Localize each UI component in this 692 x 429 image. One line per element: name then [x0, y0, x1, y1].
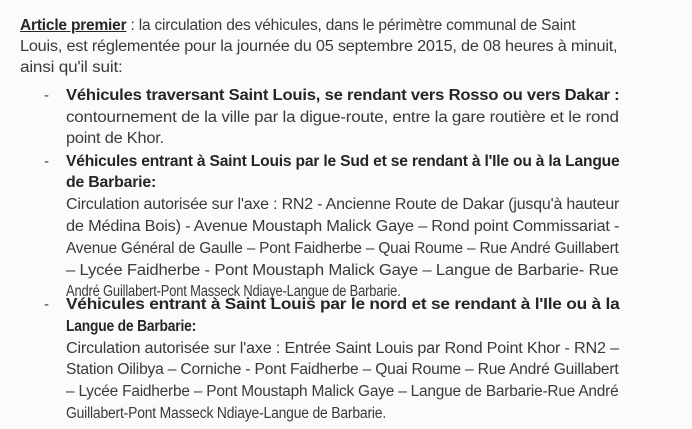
intro-text: : la circulation des véhicules, dans le périmètre communal de Saint: [126, 17, 576, 34]
bullet-1-body-line-2: point de Khor.: [66, 130, 164, 147]
bullet-2-heading-line-1: Véhicules entrant à Saint Louis par le Sud et se rendant à l'Ile ou à la Langue: [66, 153, 620, 170]
article-intro-line-2: Louis, est réglementée pour la journée du 05 septembre 2015, de 08 heures à minuit,: [20, 38, 618, 55]
bullet-3-body-line-3: – Lycée Faidherbe – Pont Moustaph Malick Gaye – Langue de Barbarie-Rue André: [66, 383, 619, 400]
bullet-2-body-line-5: André Guillabert-Pont Masseck Ndiaye-Langue de Barbarie.: [66, 283, 401, 300]
bullet-2-body-line-2: de Médina Bois) - Avenue Moustaph Malick Gaye – Rond point Commissariat -: [66, 218, 620, 235]
bullet-2-heading-line-2: de Barbarie:: [66, 174, 157, 191]
bullet-3-body-line-4: Guillabert-Pont Masseck Ndiaye-Langue de Barbarie.: [66, 405, 387, 422]
bullet-dash-2: -: [44, 153, 49, 170]
bullet-2-body-line-3: Avenue Général de Gaulle – Pont Faidherbe – Quai Roume – Rue André Guillabert: [66, 240, 619, 257]
bullet-1-heading: Véhicules traversant Saint Louis, se rendant vers Rosso ou vers Dakar :: [66, 87, 620, 104]
bullet-dash-3: -: [44, 296, 49, 313]
article-title: Article premier: [20, 17, 127, 34]
bullet-2-body-line-1: Circulation autorisée sur l'axe : RN2 - Ancienne Route de Dakar (jusqu'à hauteur: [66, 196, 620, 213]
bullet-dash-1: -: [44, 87, 49, 104]
article-intro-line-1: [20, 16, 619, 36]
bullet-1-body-line-1: contournement de la ville par la digue-route, entre la gare routière et le rond: [66, 109, 619, 126]
bullet-3-heading-line-2: Langue de Barbarie:: [66, 318, 197, 335]
article-intro-line-3: ainsi qu'il suit:: [20, 59, 123, 76]
bullet-3-body-line-1: Circulation autorisée sur l'axe : Entrée Saint Louis par Rond Point Khor - RN2 –: [66, 340, 619, 357]
bullet-2-body-line-4: – Lycée Faidherbe - Pont Moustaph Malick Gaye – Langue de Barbarie- Rue: [66, 262, 619, 279]
bullet-3-heading-line-1: Véhicules entrant à Saint Louis par le nord et se rendant à l'Ile ou à la: [66, 296, 620, 313]
bullet-3-body-line-2: Station Oilibya – Corniche - Pont Faidherbe – Quai Roume – Rue André Guillabert: [66, 361, 619, 378]
